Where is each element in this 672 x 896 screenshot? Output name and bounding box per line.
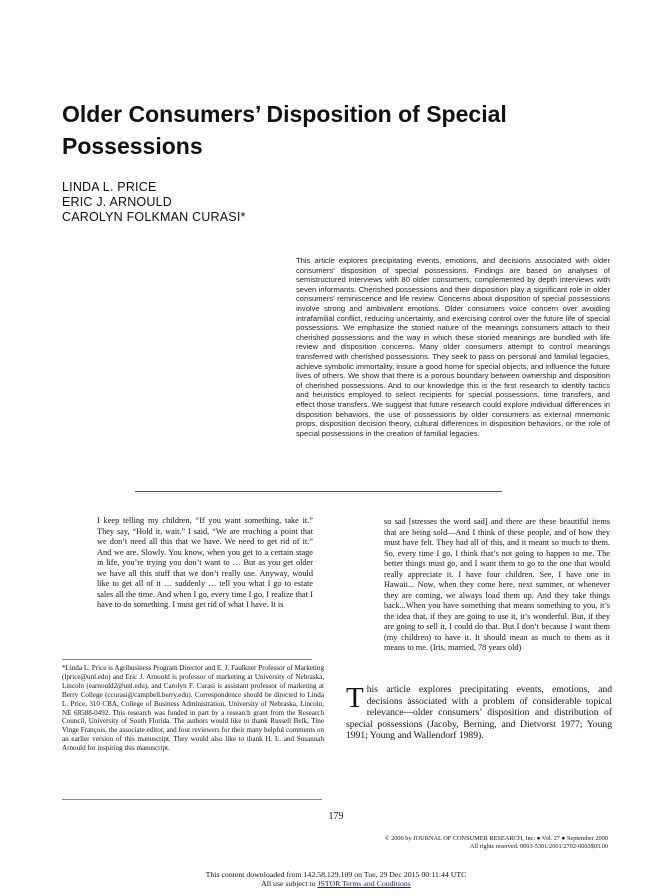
copyright-line: © 2000 by JOURNAL OF CONSUMER RESEARCH, Inc. ● Vol. 27 ● September 2000 <box>384 835 608 842</box>
copyright-notice <box>278 835 608 851</box>
page-number: 179 <box>328 811 344 822</box>
terms-line <box>0 879 672 888</box>
download-info: This content downloaded from 142.58.129.109 on Tue, 29 Dec 2015 00:11:44 UTC <box>205 870 467 879</box>
jstor-download-notice <box>0 870 672 888</box>
drop-cap: T <box>346 682 364 714</box>
footnote-divider <box>62 659 312 660</box>
epigraph-quote-left: I keep telling my children, “If you want something, take it.” They say, “Hold it, wait.” I said, “We are reaching a point that we don’t need all this that we have. We need to get rid of it.” And we are. Slowly. You know, when you get to a certain stage in life, you’re trying you don’t want to … But as you get older we have all this stuff that we don’t really use. Anyway, would like to get all of it … suddenly … tell you what I go to estate sales all the time. And when I go, every time I go, I realize that I have to do something. I must get rid of what I have. It is <box>97 516 313 609</box>
epigraph-quote-right: so sad [stresses the word sad] and there are these beautiful items that are being sold—And I think of these people, and of how they must have felt. They had all of this, and it meant so much to them. So, every time I go, I think that’s not going to happen to me. The better things must go, and I want them to go to the one that would really appreciate it. I have four children. See, I have one in Hawaii... Now, when they come here, next summer, or whenever they are coming, we always load them up. And they take things back...When you have something that means something to you, it’s the idea that, if they are going to use it, it’s wonderful. But, if they are going to sell it, I could do that. But I don’t because I want them (my children) to have it. It should mean as much to them as it means to me. (Iris, married, 78 years old) <box>384 517 610 652</box>
column-bottom-rule <box>62 799 322 800</box>
terms-prefix: All use subject to <box>261 879 318 888</box>
body-intro-text: his article explores precipitating events, emotions, and decisions associated with a problem of considerable topical relevance—older consumers’ disposition and distribution of special possessions (Jacoby, Berning, and Dietvorst 1977; Young 1991; Young and Wallendorf 1989). <box>346 684 612 742</box>
author-name: ERIC J. ARNOULD <box>62 195 172 209</box>
jstor-terms-link[interactable]: JSTOR Terms and Conditions <box>317 879 411 888</box>
rights-line: All rights reserved. 0093-5301/2001/2702-0003$03.00 <box>470 843 608 850</box>
author-footnote: *Linda L. Price is Agribusiness Program Director and E. J. Faulkner Professor of Marketing (lprice@unl.edu) and Eric J. Arnould is professor of marketing at University of Nebraska, Lincoln (earnould2@unl.edu), and Carolyn F. Curasi is assistant professor of marketing at Berry College (ccurasi@campbell.berry.edu). Correspondence should be directed to Linda L. Price, 310 CBA, College of Business Administration, University of Nebraska, Lincoln, NE 68588-0492. This research was funded in part by a research grant from the Research Council, University of South Florida. The authors would like to thank Russell Belk, Tine Vinge François, the associate editor, and four reviewers for their many helpful comments on an earlier version of this manuscript. They would also like to thank H. L. and Susannah Arnould for inspiring this manuscript. <box>62 664 324 753</box>
author-name: LINDA L. PRICE <box>62 180 157 194</box>
article-title: Older Consumers’ Disposition of Special Possessions <box>62 101 507 159</box>
author-list <box>62 180 362 225</box>
section-divider <box>135 491 502 492</box>
abstract: This article explores precipitating events, emotions, and decisions associated with older consumers’ disposition of special possessions. Findings are based on analyses of semistructured interviews with 80 older consumers, complemented by depth interviews with seven informants. Cherished possessions and their disposition play a significant role in older consumers’ reminiscence and life review. Concerns about disposition of special possessions involve strong and ambivalent emotions. Older consumers voice concern over avoiding intrafamilial conflict, reducing uncertainty, and exercising control over the future life of special possessions. We emphasize the storied nature of the meanings consumers attach to their cherished possessions and the way in which these storied meanings are bundled with life review and disposition concerns. Many older consumers attempt to control meanings transferred with cherished possessions. They seek to pass on personal and familial legacies, achieve symbolic immortality, insure a good home for special objects, and influence the future lives of others. We show that there is a porous boundary between ownership and disposition of cherished possessions. And to our knowledge this is the first research to identify tactics and heuristics employed to select recipients for special possessions, time transfers, and effect those transfers. We suggest that future research could explore individual differences in disposition behaviors, the use of possessions by older consumers as external mnemonic props, disposition decision theory, cultural differences in disposition behaviors, or the role of special possessions in the creation of familial legacies. <box>296 256 610 438</box>
author-name: CAROLYN FOLKMAN CURASI* <box>62 210 246 224</box>
body-intro-paragraph <box>346 684 612 742</box>
